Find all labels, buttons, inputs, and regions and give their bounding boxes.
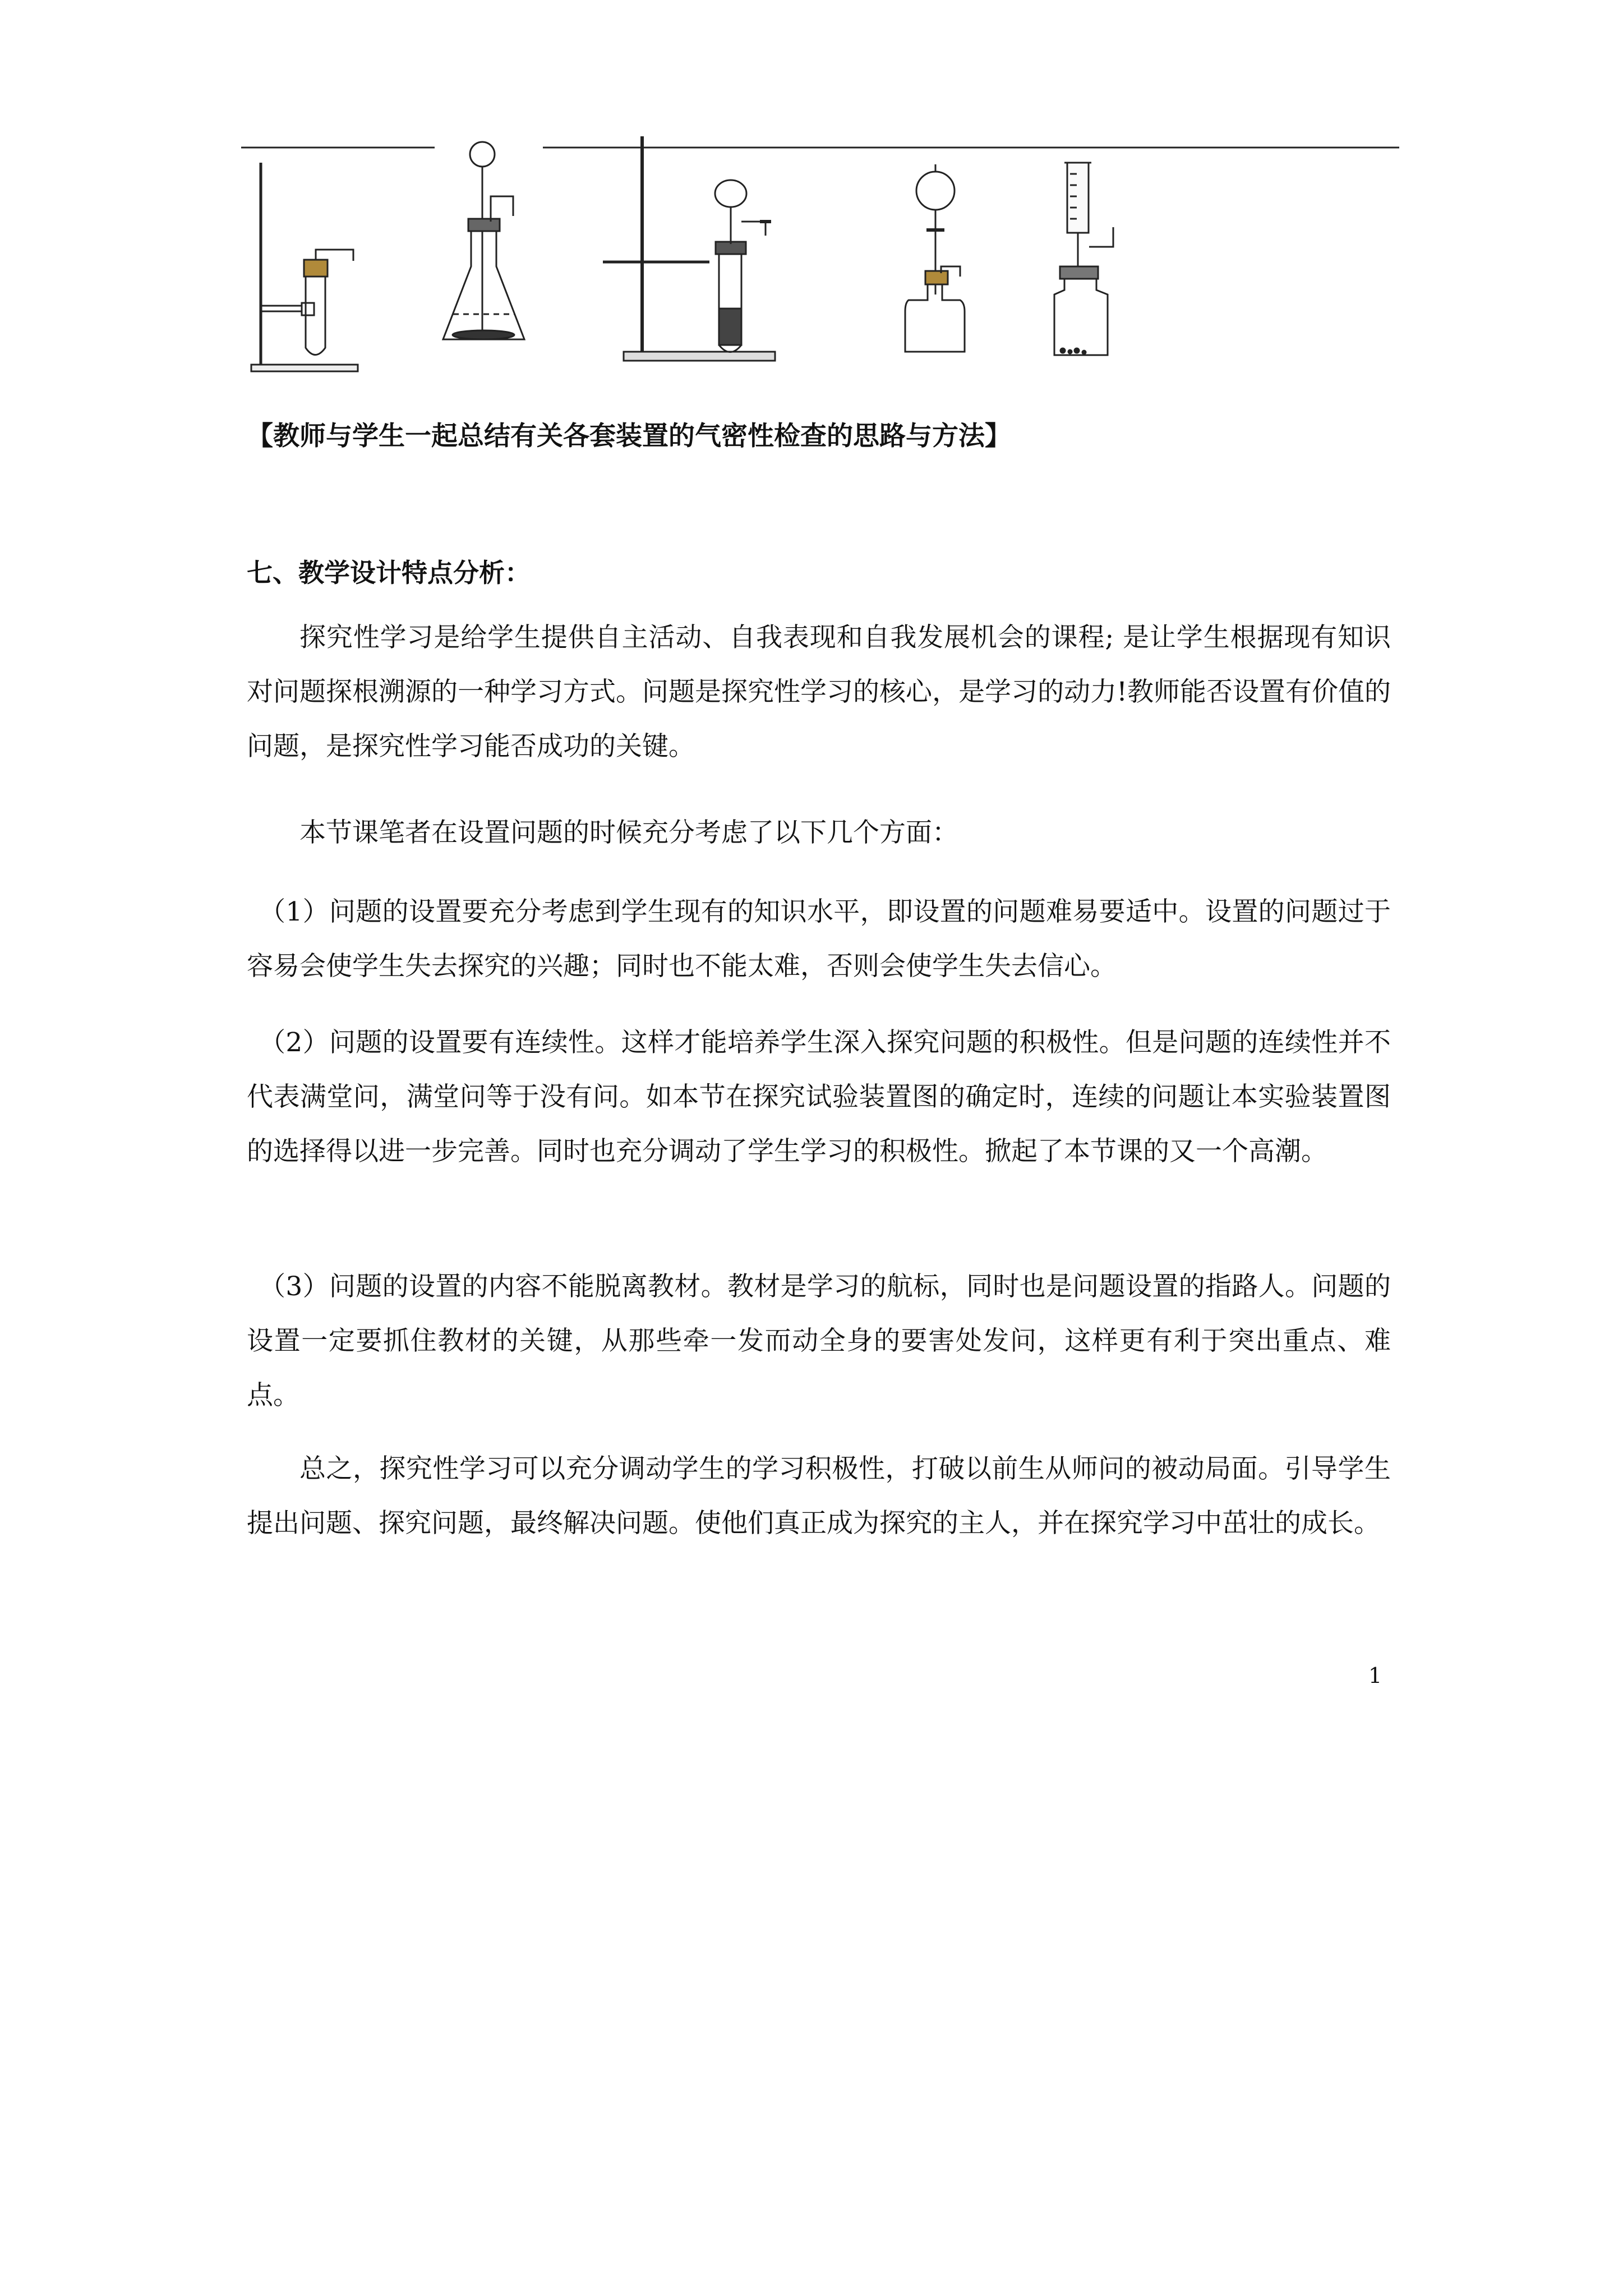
ring-stand-test-tube-icon [251,163,358,371]
conical-flask-funnel-icon [443,142,524,339]
paragraph-point-2: （2）问题的设置要有连续性。这样才能培养学生深入探究问题的积极性。但是问题的连续性并不代表满堂问，满堂问等于没有问。如本节在探究试验装置图的确定时，连续的问题让本实验装置图的选择得以进一步完善。同时也充分调动了学生学习的积极性。掀起了本节课的又一个高潮。 [247,1027,1391,1167]
summary-heading: 【教师与学生一起总结有关各套装置的气密性检查的思路与方法】 [247,421,1011,452]
paragraph-aspects: 本节课笔者在设置问题的时候充分考虑了以下几个方面： [299,817,958,848]
paragraph-intro: 探究性学习是给学生提供自主活动、自我表现和自我发展机会的课程; 是让学生根据现有知识对问题探根溯源的一种学习方式。问题是探究性学习的核心，是学习的动力!教师能否设置有价值的问题，是探究性学习能否成功的关键。 [247,622,1391,762]
paragraph-point-1: （1）问题的设置要充分考虑到学生现有的知识水平，即设置的问题难易要适中。设置的问题过于容易会使学生失去探究的兴趣；同时也不能太难，否则会使学生失去信心。 [247,896,1391,982]
section-heading: 七、教学设计特点分析： [247,558,531,588]
page-number: 1 [1368,1663,1382,1688]
syringe-bottle-icon [1054,163,1113,355]
paragraph-conclusion: 总之，探究性学习可以充分调动学生的学习积极性，打破以前生从师问的被动局面。引导学生提出问题、探究问题，最终解决问题。使他们真正成为探究的主人，并在探究学习中茁壮的成长。 [247,1453,1391,1539]
apparatus-figure-strip [241,132,1399,379]
stand-test-tube-separatory-funnel-icon [603,136,775,361]
paragraph-point-3: （3）问题的设置的内容不能脱离教材。教材是学习的航标，同时也是问题设置的指路人。问题的设置一定要抓住教材的关键，从那些牵一发而动全身的要害处发问，这样更有利于突出重点、难点。 [247,1271,1391,1411]
separatory-funnel-bottle-icon [905,164,965,352]
